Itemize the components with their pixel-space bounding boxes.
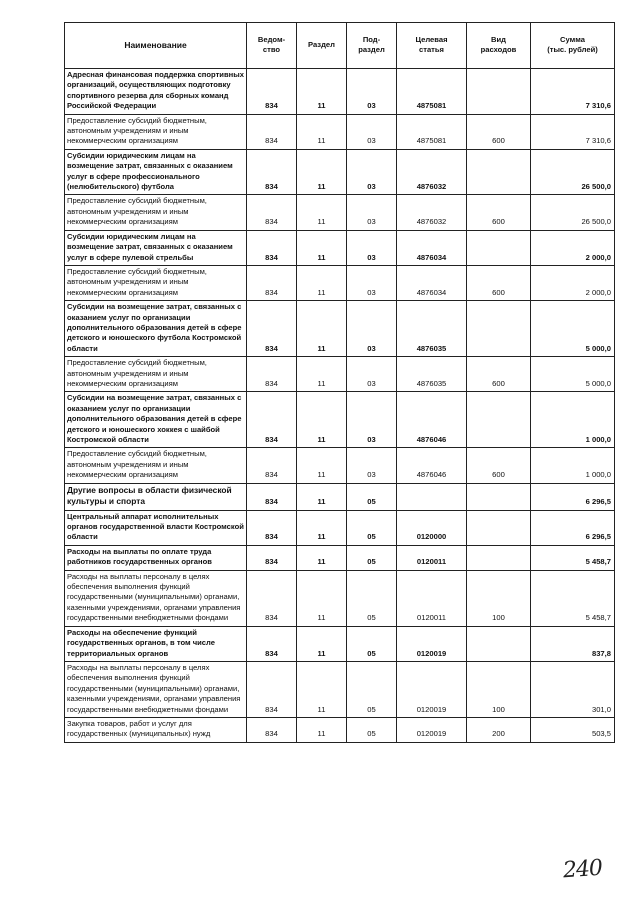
cell-exp-type: 600 xyxy=(467,357,531,392)
cell-amount: 301,0 xyxy=(531,661,615,717)
cell-amount: 7 310,6 xyxy=(531,114,615,149)
table-row xyxy=(65,483,615,510)
cell-section: 11 xyxy=(297,69,347,115)
table-row xyxy=(65,357,615,392)
table-row xyxy=(65,661,615,717)
table-row xyxy=(65,114,615,149)
cell-section: 11 xyxy=(297,570,347,626)
cell-exp-type xyxy=(467,545,531,570)
header-subsection: Под- раздел xyxy=(347,23,397,69)
cell-amount: 837,8 xyxy=(531,626,615,661)
cell-dept: 834 xyxy=(247,149,297,195)
cell-exp-type xyxy=(467,510,531,545)
cell-subsection: 05 xyxy=(347,626,397,661)
table-row xyxy=(65,195,615,230)
cell-subsection: 05 xyxy=(347,483,397,510)
cell-target: 4876032 xyxy=(397,149,467,195)
cell-subsection: 03 xyxy=(347,448,397,483)
table-row xyxy=(65,717,615,742)
cell-target: 0120000 xyxy=(397,510,467,545)
table-row xyxy=(65,626,615,661)
cell-section: 11 xyxy=(297,661,347,717)
table-row xyxy=(65,392,615,448)
header-row xyxy=(65,23,615,69)
cell-name: Предоставление субсидий бюджетным, автономным учреждениям и иным некоммерческим организациям xyxy=(65,114,247,149)
cell-target: 4876035 xyxy=(397,301,467,357)
header-exp-type: Вид расходов xyxy=(467,23,531,69)
cell-amount: 26 500,0 xyxy=(531,149,615,195)
cell-subsection: 03 xyxy=(347,265,397,300)
table-row xyxy=(65,448,615,483)
cell-section: 11 xyxy=(297,483,347,510)
cell-name: Субсидии на возмещение затрат, связанных с оказанием услуг по организации дополнительного образования детей в сфере детского и юношеского футбола Костромской области xyxy=(65,301,247,357)
cell-section: 11 xyxy=(297,510,347,545)
cell-name: Центральный аппарат исполнительных органов государственной власти Костромской области xyxy=(65,510,247,545)
cell-target: 0120011 xyxy=(397,570,467,626)
cell-subsection: 03 xyxy=(347,149,397,195)
cell-dept: 834 xyxy=(247,230,297,265)
table-row xyxy=(65,265,615,300)
cell-subsection: 03 xyxy=(347,357,397,392)
cell-name: Расходы на выплаты персоналу в целях обеспечения выполнения функций государственными (муниципальными) органами, казенными учреждениями, органами управления государственными внебюджетными фондами xyxy=(65,661,247,717)
cell-exp-type: 600 xyxy=(467,114,531,149)
cell-dept: 834 xyxy=(247,392,297,448)
cell-dept: 834 xyxy=(247,448,297,483)
cell-amount: 5 000,0 xyxy=(531,357,615,392)
table-row xyxy=(65,69,615,115)
cell-name: Расходы на обеспечение функций государственных органов, в том числе территориальных органов xyxy=(65,626,247,661)
table-row xyxy=(65,545,615,570)
cell-section: 11 xyxy=(297,357,347,392)
cell-section: 11 xyxy=(297,448,347,483)
cell-amount: 1 000,0 xyxy=(531,448,615,483)
cell-amount: 26 500,0 xyxy=(531,195,615,230)
cell-dept: 834 xyxy=(247,114,297,149)
cell-dept: 834 xyxy=(247,483,297,510)
cell-section: 11 xyxy=(297,195,347,230)
cell-dept: 834 xyxy=(247,357,297,392)
cell-exp-type: 100 xyxy=(467,570,531,626)
cell-amount: 7 310,6 xyxy=(531,69,615,115)
cell-subsection: 03 xyxy=(347,69,397,115)
budget-table xyxy=(64,22,615,743)
cell-target xyxy=(397,483,467,510)
cell-exp-type: 600 xyxy=(467,448,531,483)
header-amount: Сумма (тыс. рублей) xyxy=(531,23,615,69)
cell-amount: 5 000,0 xyxy=(531,301,615,357)
table-row xyxy=(65,570,615,626)
cell-target: 0120019 xyxy=(397,626,467,661)
cell-target: 0120019 xyxy=(397,661,467,717)
cell-subsection: 05 xyxy=(347,510,397,545)
cell-name: Субсидии на возмещение затрат, связанных с оказанием услуг по организации дополнительного образования детей в сфере детского и юношеского хоккея с шайбой Костромской области xyxy=(65,392,247,448)
cell-amount: 2 000,0 xyxy=(531,265,615,300)
header-name: Наименование xyxy=(65,23,247,69)
cell-target: 4876034 xyxy=(397,230,467,265)
cell-name: Расходы на выплаты по оплате труда работников государственных органов xyxy=(65,545,247,570)
table-row xyxy=(65,230,615,265)
header-dept: Ведом- ство xyxy=(247,23,297,69)
cell-section: 11 xyxy=(297,717,347,742)
cell-dept: 834 xyxy=(247,570,297,626)
cell-amount: 2 000,0 xyxy=(531,230,615,265)
table-row xyxy=(65,510,615,545)
cell-amount: 1 000,0 xyxy=(531,392,615,448)
cell-exp-type: 600 xyxy=(467,265,531,300)
cell-dept: 834 xyxy=(247,626,297,661)
cell-name: Субсидии юридическим лицам на возмещение затрат, связанных с оказанием услуг в сфере пулевой стрельбы xyxy=(65,230,247,265)
cell-section: 11 xyxy=(297,149,347,195)
cell-subsection: 05 xyxy=(347,717,397,742)
cell-name: Закупка товаров, работ и услуг для государственных (муниципальных) нужд xyxy=(65,717,247,742)
cell-section: 11 xyxy=(297,114,347,149)
table-row xyxy=(65,149,615,195)
cell-dept: 834 xyxy=(247,661,297,717)
cell-exp-type xyxy=(467,230,531,265)
cell-exp-type: 100 xyxy=(467,661,531,717)
cell-subsection: 05 xyxy=(347,545,397,570)
cell-section: 11 xyxy=(297,545,347,570)
cell-target: 0120019 xyxy=(397,717,467,742)
cell-subsection: 05 xyxy=(347,661,397,717)
cell-subsection: 03 xyxy=(347,301,397,357)
cell-subsection: 03 xyxy=(347,230,397,265)
cell-section: 11 xyxy=(297,230,347,265)
header-target: Целевая статья xyxy=(397,23,467,69)
cell-dept: 834 xyxy=(247,265,297,300)
cell-exp-type xyxy=(467,69,531,115)
cell-amount: 5 458,7 xyxy=(531,570,615,626)
cell-section: 11 xyxy=(297,301,347,357)
cell-exp-type xyxy=(467,626,531,661)
cell-amount: 5 458,7 xyxy=(531,545,615,570)
cell-name: Предоставление субсидий бюджетным, автономным учреждениям и иным некоммерческим организациям xyxy=(65,195,247,230)
cell-target: 0120011 xyxy=(397,545,467,570)
cell-exp-type xyxy=(467,149,531,195)
cell-dept: 834 xyxy=(247,195,297,230)
cell-target: 4876032 xyxy=(397,195,467,230)
cell-amount: 6 296,5 xyxy=(531,483,615,510)
cell-dept: 834 xyxy=(247,545,297,570)
cell-dept: 834 xyxy=(247,510,297,545)
cell-target: 4876035 xyxy=(397,357,467,392)
cell-name: Адресная финансовая поддержка спортивных организаций, осуществляющих подготовку спортивного резерва для сборных команд Российской Федерации xyxy=(65,69,247,115)
cell-name: Субсидии юридическим лицам на возмещение затрат, связанных с оказанием услуг в сфере профессионального (нелюбительского) футбола xyxy=(65,149,247,195)
cell-name: Предоставление субсидий бюджетным, автономным учреждениям и иным некоммерческим организациям xyxy=(65,265,247,300)
cell-dept: 834 xyxy=(247,69,297,115)
cell-section: 11 xyxy=(297,392,347,448)
cell-subsection: 03 xyxy=(347,114,397,149)
cell-exp-type xyxy=(467,301,531,357)
table-row xyxy=(65,301,615,357)
cell-dept: 834 xyxy=(247,717,297,742)
cell-name: Расходы на выплаты персоналу в целях обеспечения выполнения функций государственными (муниципальными) органами, казенными учреждениями, органами управления государственными внебюджетными фондами xyxy=(65,570,247,626)
cell-subsection: 05 xyxy=(347,570,397,626)
cell-subsection: 03 xyxy=(347,392,397,448)
cell-dept: 834 xyxy=(247,301,297,357)
cell-exp-type xyxy=(467,483,531,510)
cell-name: Другие вопросы в области физической культуры и спорта xyxy=(65,483,247,510)
cell-target: 4875081 xyxy=(397,69,467,115)
cell-section: 11 xyxy=(297,626,347,661)
cell-exp-type: 200 xyxy=(467,717,531,742)
cell-exp-type: 600 xyxy=(467,195,531,230)
cell-name: Предоставление субсидий бюджетным, автономным учреждениям и иным некоммерческим организациям xyxy=(65,448,247,483)
cell-amount: 6 296,5 xyxy=(531,510,615,545)
cell-target: 4875081 xyxy=(397,114,467,149)
header-section: Раздел xyxy=(297,23,347,69)
cell-target: 4876034 xyxy=(397,265,467,300)
cell-name: Предоставление субсидий бюджетным, автономным учреждениям и иным некоммерческим организациям xyxy=(65,357,247,392)
page-number: 240 xyxy=(562,855,603,884)
cell-exp-type xyxy=(467,392,531,448)
cell-subsection: 03 xyxy=(347,195,397,230)
cell-target: 4876046 xyxy=(397,448,467,483)
cell-target: 4876046 xyxy=(397,392,467,448)
cell-amount: 503,5 xyxy=(531,717,615,742)
cell-section: 11 xyxy=(297,265,347,300)
